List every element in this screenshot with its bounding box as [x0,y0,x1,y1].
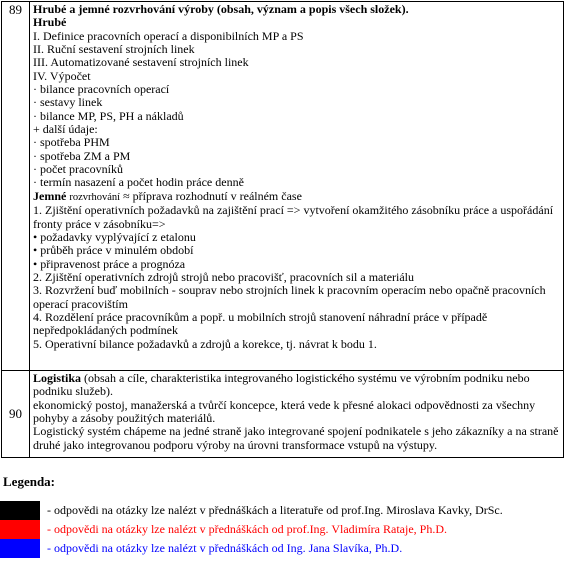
section-heading: Jemné [33,188,67,203]
text-line: III. Automatizované sestavení strojních linek [33,55,249,70]
text-line: · sestavy linek [33,95,103,110]
question-content [30,2,564,371]
question-number: 89 [2,2,30,371]
text-line: ekonomický postoj, manažerská a tvůrčí koncepce, která vede k přesné alokaci odpovědnosti za všechny pohyby a zásoby použitých materiálů. [33,397,536,426]
question-subtitle: (obsah a cíle, charakteristika integrovaného logistického systému ve výrobním podniku nebo podniku služeb). [33,371,530,399]
text-line: + další údaje: [33,122,98,137]
legend-item [0,501,567,520]
text-line: · počet pracovníků [33,162,123,177]
text-line: • požadavky vyplývající z etalonu [33,229,196,244]
text-line: · spotřeba ZM a PM [33,148,131,163]
legend-swatch [0,501,40,520]
text-line: 2. Zjištění operativních zdrojů strojů nebo pracovišť, pracovních sil a materiálu [33,269,415,284]
section-heading-line [33,190,559,204]
legend-item [0,520,567,539]
text-line: • průběh práce v minulém období [33,243,194,258]
question-title-line [33,372,559,399]
text-line: 5. Operativní bilance požadavků a zdrojů a korekce, tj. návrat k bodu 1. [33,336,377,351]
legend-title: Legenda: [3,474,55,489]
section-heading: Hrubé [33,15,67,30]
text-line: II. Ruční sestavení strojních linek [33,42,195,57]
legend-text: - odpovědi na otázky lze nalézt v přednáškách od prof.Ing. Vladimíra Rataje, Ph.D. [47,522,447,536]
legend-swatch [0,520,40,539]
table-row [2,2,564,371]
text-line: · bilance pracovních operací [33,82,170,97]
text-line: I. Definice pracovních operací a disponibilních MP a PS [33,28,304,43]
table-row [2,371,564,458]
legend-text: - odpovědi na otázky lze nalézt v přednáškách od Ing. Jana Slavíka, Ph.D. [47,541,403,555]
text-line: IV. Výpočet [33,68,91,83]
question-number: 90 [2,371,30,458]
text-line: 3. Rozvržení buď mobilních - souprav nebo strojních linek k pracovním operacím nebo opačně pracovních operací pracovištím [33,283,546,311]
section-heading-small: rozvrhování [69,191,121,203]
legend-item [0,539,567,558]
question-title: Hrubé a jemné rozvrhování výroby (obsah, význam a popis všech složek). [33,2,409,16]
text-line: ≈ příprava rozhodnutí v reálném čase [123,188,302,203]
legend-swatch [0,539,40,558]
text-line: Logistický systém chápeme na jedné straně jako integrované spojení podnikatele s jeho zákazníky a na straně druhé jako integrovanou podporu výroby na úrovni transformace vstupů na výstupy. [33,424,559,452]
text-line: · spotřeba PHM [33,135,110,150]
questions-table [1,1,564,458]
question-title: Logistika [33,371,82,385]
text-line: · termín nasazení a počet hodin práce denně [33,175,244,190]
text-line: · bilance MP, PS, PH a nákladů [33,108,184,123]
text-line: 4. Rozdělení práce pracovníkům a popř. u mobilních strojů stanovení náhradní práce v případě nepředpokládaných podmínek [33,309,488,338]
text-line: • připravenost práce a prognóza [33,256,186,271]
text-line: 1. Zjištění operativních požadavků na zajištění prací => vytvoření okamžitého zásobníku práce a uspořádání fronty práce v zásobníku=> [33,203,554,231]
legend-text: - odpovědi na otázky lze nalézt v přednáškách a literatuře od prof.Ing. Miroslava Kavky, DrSc. [47,503,503,517]
question-content [30,371,564,458]
